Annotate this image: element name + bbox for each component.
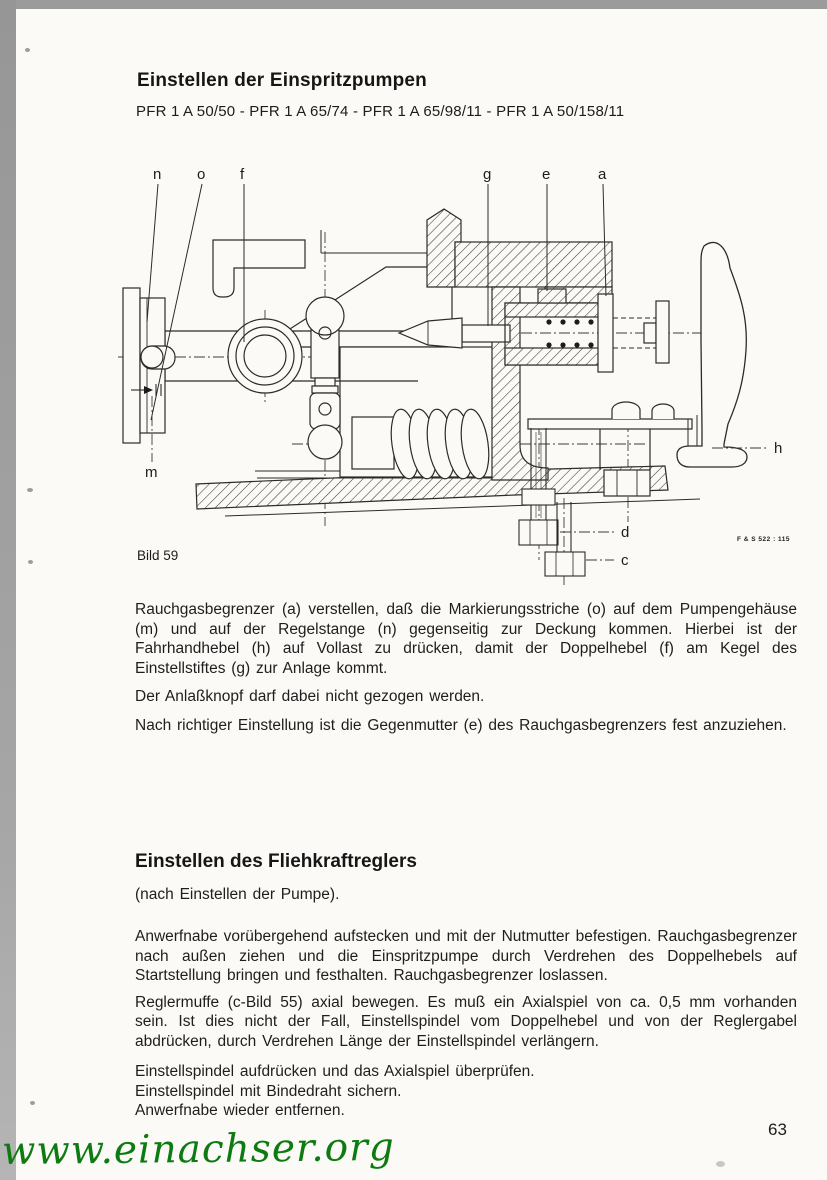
page-title: Einstellen der Einspritzpumpen [137,70,427,91]
scan-border-left [0,0,16,1180]
diagram-label-o: o [197,166,206,183]
diagram-label-a: a [598,166,607,183]
paragraph-line: Einstellspindel mit Bindedraht sichern. [135,1082,402,1100]
paragraph: Reglermuffe (c-Bild 55) axial bewegen. Es muß ein Axialspiel von ca. 0,5 mm vorhanden sein. Ist dies nicht der Fall, Einstellspindel vom Doppelhebel und von der Reglergabel abdrücken, durch Verdrehen Länge der Einstellspindel verlängern. [135,993,797,1050]
diagram-label-e: e [542,166,551,183]
figure-caption: Bild 59 [137,548,179,563]
scan-speck [716,1161,725,1167]
paragraph-line: Anwerfnabe wieder entfernen. [135,1102,345,1119]
scan-speck [28,560,33,564]
scan-border-top [0,0,827,9]
figure-code: F & S 522 : 115 [737,536,791,543]
watermark-text: www.einachser.org [1,1124,395,1175]
governor-spring [352,408,493,481]
scan-speck [25,48,30,52]
diagram-label-m: m [145,464,158,481]
paragraph: Nach richtiger Einstellung ist die Gegenmutter (e) des Rauchgasbegrenzers fest anzuziehen. [135,716,787,734]
section2-subtitle: (nach Einstellen der Pumpe). [135,885,340,903]
paragraph: Rauchgasbegrenzer (a) verstellen, daß die Markierungsstriche (o) auf dem Pumpengehäuse (m) und auf der Regelstange (n) gegenseitig zur Deckung kommen. Hierbei ist der Fahrhandhebel (h) auf Vollast zu drücken, damit der Doppelhebel (f) am Kegel des Einstellstiftes (g) zur Anlage kommt. [135,601,797,677]
page-number: 63 [768,1120,787,1139]
paragraph: Anwerfnabe vorübergehend aufstecken und mit der Nutmutter befestigen. Rauchgasbegrenzer nach außen ziehen und die Einspritzpumpe durch Verdrehen des Doppelhebels auf Startstellung bringen und festhalten. Rauchgasbegrenzer loslassen. [135,928,797,984]
scan-speck [30,1101,35,1105]
double-lever [306,297,344,459]
section1-text [135,600,797,735]
diagram-label-c: c [621,552,629,569]
diagram-label-f: f [240,166,245,183]
lever-pivot-boss [228,319,302,393]
section2-text [135,852,797,1121]
scan-speck [27,488,33,492]
injection-pump-diagram [110,158,822,588]
paragraph: Der Anlaßknopf darf dabei nicht gezogen werden. [135,688,485,705]
paragraph-line: Einstellspindel aufdrücken und das Axialspiel überprüfen. [135,1063,535,1080]
adjusting-studs [519,428,585,576]
diagram-label-g: g [483,166,492,183]
diagram-label-h: h [774,440,783,457]
pump-model-list: PFR 1 A 50/50 - PFR 1 A 65/74 - PFR 1 A 65/98/11 - PFR 1 A 50/158/11 [136,103,625,120]
section2-title: Einstellen des Fliehkraftreglers [135,851,417,872]
diagram-label-n: n [153,166,162,183]
diagram-label-d: d [621,524,630,541]
page [1,9,827,1180]
